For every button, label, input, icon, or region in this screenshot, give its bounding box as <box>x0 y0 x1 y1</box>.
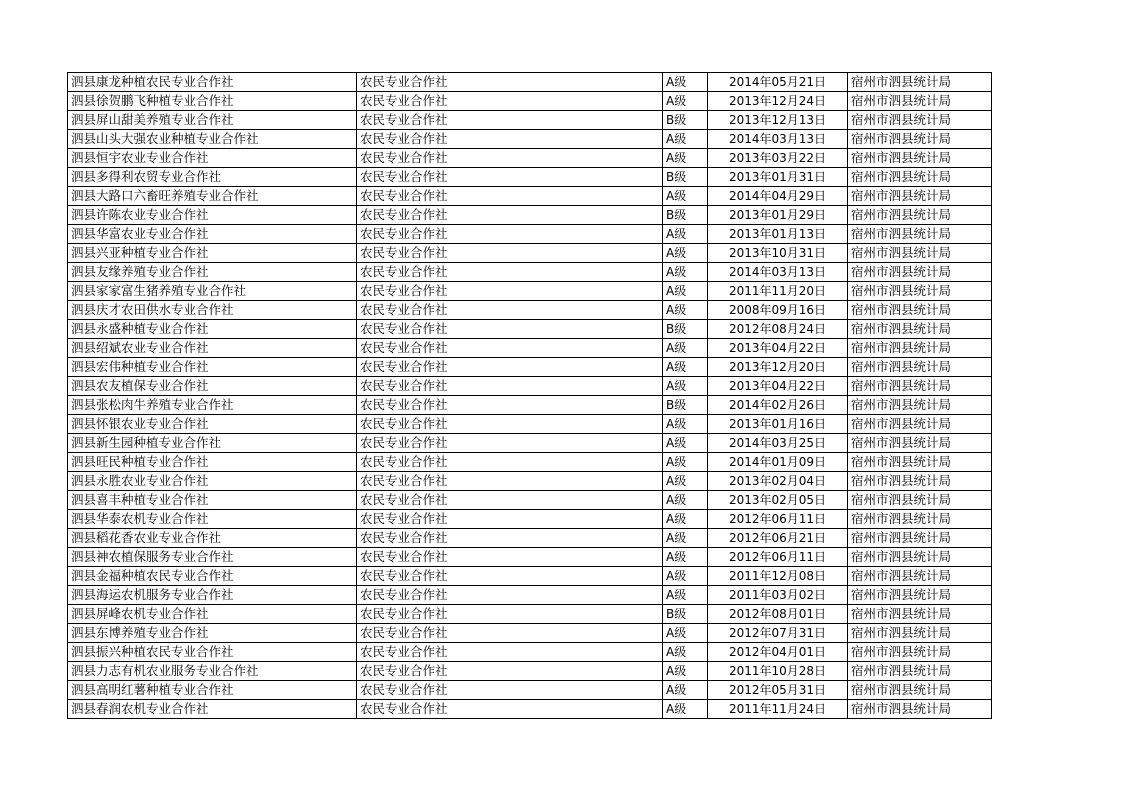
table-row <box>68 244 992 263</box>
table-row <box>68 700 992 719</box>
table-row <box>68 529 992 548</box>
issuing-authority-cell: 宿州市泗县统计局 <box>848 510 992 529</box>
credit-grade-cell: A级 <box>663 263 708 282</box>
organization-type-cell: 农民专业合作社 <box>357 472 663 491</box>
issuing-authority-cell: 宿州市泗县统计局 <box>848 491 992 510</box>
credit-grade-cell: A级 <box>663 244 708 263</box>
cooperative-name-cell: 泗县庆才农田供水专业合作社 <box>68 301 357 320</box>
credit-grade-cell: A级 <box>663 453 708 472</box>
cooperative-name-cell: 泗县屏峰农机专业合作社 <box>68 605 357 624</box>
rating-date-cell: 2014年02月26日 <box>708 396 848 415</box>
organization-type-cell: 农民专业合作社 <box>357 681 663 700</box>
issuing-authority-cell: 宿州市泗县统计局 <box>848 244 992 263</box>
issuing-authority-cell: 宿州市泗县统计局 <box>848 339 992 358</box>
credit-grade-cell: A级 <box>663 491 708 510</box>
issuing-authority-cell: 宿州市泗县统计局 <box>848 168 992 187</box>
issuing-authority-cell: 宿州市泗县统计局 <box>848 130 992 149</box>
organization-type-cell: 农民专业合作社 <box>357 415 663 434</box>
credit-grade-cell: A级 <box>663 149 708 168</box>
issuing-authority-cell: 宿州市泗县统计局 <box>848 453 992 472</box>
issuing-authority-cell: 宿州市泗县统计局 <box>848 605 992 624</box>
organization-type-cell: 农民专业合作社 <box>357 282 663 301</box>
credit-grade-cell: A级 <box>663 282 708 301</box>
organization-type-cell: 农民专业合作社 <box>357 149 663 168</box>
organization-type-cell: 农民专业合作社 <box>357 624 663 643</box>
rating-date-cell: 2013年10月31日 <box>708 244 848 263</box>
cooperative-name-cell: 泗县兴亚种植专业合作社 <box>68 244 357 263</box>
cooperative-name-cell: 泗县怀银农业专业合作社 <box>68 415 357 434</box>
organization-type-cell: 农民专业合作社 <box>357 396 663 415</box>
credit-grade-cell: A级 <box>663 529 708 548</box>
cooperative-name-cell: 泗县多得利农贸专业合作社 <box>68 168 357 187</box>
organization-type-cell: 农民专业合作社 <box>357 700 663 719</box>
rating-date-cell: 2012年07月31日 <box>708 624 848 643</box>
cooperative-name-cell: 泗县山头大强农业种植专业合作社 <box>68 130 357 149</box>
issuing-authority-cell: 宿州市泗县统计局 <box>848 358 992 377</box>
rating-date-cell: 2014年03月25日 <box>708 434 848 453</box>
cooperative-name-cell: 泗县华泰农机专业合作社 <box>68 510 357 529</box>
rating-date-cell: 2012年06月11日 <box>708 510 848 529</box>
credit-grade-cell: A级 <box>663 339 708 358</box>
cooperative-name-cell: 泗县振兴种植农民专业合作社 <box>68 643 357 662</box>
credit-grade-cell: A级 <box>663 415 708 434</box>
cooperative-name-cell: 泗县宏伟种植专业合作社 <box>68 358 357 377</box>
table-row <box>68 149 992 168</box>
credit-grade-cell: A级 <box>663 662 708 681</box>
table-row <box>68 681 992 700</box>
cooperative-name-cell: 泗县张松肉牛养殖专业合作社 <box>68 396 357 415</box>
table-row <box>68 263 992 282</box>
cooperative-name-cell: 泗县屏山甜美养殖专业合作社 <box>68 111 357 130</box>
rating-date-cell: 2012年06月11日 <box>708 548 848 567</box>
cooperative-name-cell: 泗县旺民种植专业合作社 <box>68 453 357 472</box>
credit-grade-cell: A级 <box>663 567 708 586</box>
issuing-authority-cell: 宿州市泗县统计局 <box>848 643 992 662</box>
table-row <box>68 396 992 415</box>
organization-type-cell: 农民专业合作社 <box>357 358 663 377</box>
rating-date-cell: 2011年12月08日 <box>708 567 848 586</box>
issuing-authority-cell: 宿州市泗县统计局 <box>848 586 992 605</box>
credit-grade-cell: A级 <box>663 643 708 662</box>
organization-type-cell: 农民专业合作社 <box>357 187 663 206</box>
cooperative-name-cell: 泗县家家富生猪养殖专业合作社 <box>68 282 357 301</box>
table-row <box>68 567 992 586</box>
cooperative-name-cell: 泗县金福种植农民专业合作社 <box>68 567 357 586</box>
rating-date-cell: 2013年12月20日 <box>708 358 848 377</box>
credit-grade-cell: A级 <box>663 681 708 700</box>
table-row <box>68 586 992 605</box>
rating-date-cell: 2012年04月01日 <box>708 643 848 662</box>
rating-date-cell: 2013年12月13日 <box>708 111 848 130</box>
table-row <box>68 358 992 377</box>
cooperative-name-cell: 泗县友缘养殖专业合作社 <box>68 263 357 282</box>
table-row <box>68 339 992 358</box>
table-row <box>68 111 992 130</box>
table-row <box>68 377 992 396</box>
organization-type-cell: 农民专业合作社 <box>357 92 663 111</box>
credit-grade-cell: A级 <box>663 434 708 453</box>
rating-date-cell: 2013年03月22日 <box>708 149 848 168</box>
issuing-authority-cell: 宿州市泗县统计局 <box>848 282 992 301</box>
table-row <box>68 548 992 567</box>
rating-date-cell: 2014年03月13日 <box>708 130 848 149</box>
rating-date-cell: 2013年04月22日 <box>708 339 848 358</box>
organization-type-cell: 农民专业合作社 <box>357 434 663 453</box>
table-row <box>68 605 992 624</box>
organization-type-cell: 农民专业合作社 <box>357 225 663 244</box>
organization-type-cell: 农民专业合作社 <box>357 529 663 548</box>
credit-grade-cell: B级 <box>663 111 708 130</box>
issuing-authority-cell: 宿州市泗县统计局 <box>848 529 992 548</box>
organization-type-cell: 农民专业合作社 <box>357 111 663 130</box>
issuing-authority-cell: 宿州市泗县统计局 <box>848 111 992 130</box>
table-row <box>68 282 992 301</box>
rating-date-cell: 2013年02月05日 <box>708 491 848 510</box>
table-row <box>68 206 992 225</box>
rating-date-cell: 2013年01月13日 <box>708 225 848 244</box>
organization-type-cell: 农民专业合作社 <box>357 586 663 605</box>
table-row <box>68 472 992 491</box>
organization-type-cell: 农民专业合作社 <box>357 567 663 586</box>
cooperative-name-cell: 泗县农友植保专业合作社 <box>68 377 357 396</box>
table-row <box>68 624 992 643</box>
issuing-authority-cell: 宿州市泗县统计局 <box>848 225 992 244</box>
credit-grade-cell: A级 <box>663 301 708 320</box>
table-row <box>68 225 992 244</box>
table-row <box>68 73 992 92</box>
organization-type-cell: 农民专业合作社 <box>357 301 663 320</box>
cooperative-name-cell: 泗县徐贺鹏飞种植专业合作社 <box>68 92 357 111</box>
rating-date-cell: 2011年03月02日 <box>708 586 848 605</box>
table-row <box>68 168 992 187</box>
rating-date-cell: 2013年04月22日 <box>708 377 848 396</box>
issuing-authority-cell: 宿州市泗县统计局 <box>848 320 992 339</box>
rating-date-cell: 2012年05月31日 <box>708 681 848 700</box>
rating-date-cell: 2013年02月04日 <box>708 472 848 491</box>
organization-type-cell: 农民专业合作社 <box>357 73 663 92</box>
rating-date-cell: 2013年01月16日 <box>708 415 848 434</box>
rating-date-cell: 2011年10月28日 <box>708 662 848 681</box>
organization-type-cell: 农民专业合作社 <box>357 244 663 263</box>
issuing-authority-cell: 宿州市泗县统计局 <box>848 567 992 586</box>
table-row <box>68 491 992 510</box>
credit-grade-cell: B级 <box>663 396 708 415</box>
credit-grade-cell: A级 <box>663 130 708 149</box>
cooperative-name-cell: 泗县高明红薯种植专业合作社 <box>68 681 357 700</box>
organization-type-cell: 农民专业合作社 <box>357 320 663 339</box>
credit-grade-cell: A级 <box>663 510 708 529</box>
organization-type-cell: 农民专业合作社 <box>357 643 663 662</box>
cooperative-name-cell: 泗县许陈农业专业合作社 <box>68 206 357 225</box>
issuing-authority-cell: 宿州市泗县统计局 <box>848 377 992 396</box>
cooperative-name-cell: 泗县永胜农业专业合作社 <box>68 472 357 491</box>
issuing-authority-cell: 宿州市泗县统计局 <box>848 92 992 111</box>
issuing-authority-cell: 宿州市泗县统计局 <box>848 187 992 206</box>
credit-grade-cell: A级 <box>663 73 708 92</box>
organization-type-cell: 农民专业合作社 <box>357 130 663 149</box>
table-row <box>68 320 992 339</box>
rating-date-cell: 2014年03月13日 <box>708 263 848 282</box>
table-row <box>68 301 992 320</box>
issuing-authority-cell: 宿州市泗县统计局 <box>848 73 992 92</box>
cooperative-name-cell: 泗县神农植保服务专业合作社 <box>68 548 357 567</box>
issuing-authority-cell: 宿州市泗县统计局 <box>848 206 992 225</box>
rating-date-cell: 2013年12月24日 <box>708 92 848 111</box>
cooperative-name-cell: 泗县力志有机农业服务专业合作社 <box>68 662 357 681</box>
table-row <box>68 92 992 111</box>
issuing-authority-cell: 宿州市泗县统计局 <box>848 681 992 700</box>
cooperative-name-cell: 泗县稻花香农业专业合作社 <box>68 529 357 548</box>
cooperative-name-cell: 泗县永盛种植专业合作社 <box>68 320 357 339</box>
organization-type-cell: 农民专业合作社 <box>357 453 663 472</box>
rating-date-cell: 2014年05月21日 <box>708 73 848 92</box>
issuing-authority-cell: 宿州市泗县统计局 <box>848 624 992 643</box>
table-row <box>68 130 992 149</box>
table-row <box>68 434 992 453</box>
credit-grade-cell: A级 <box>663 624 708 643</box>
issuing-authority-cell: 宿州市泗县统计局 <box>848 662 992 681</box>
credit-grade-cell: A级 <box>663 225 708 244</box>
credit-grade-cell: A级 <box>663 472 708 491</box>
credit-grade-cell: B级 <box>663 320 708 339</box>
credit-grade-cell: B级 <box>663 168 708 187</box>
organization-type-cell: 农民专业合作社 <box>357 548 663 567</box>
table-row <box>68 187 992 206</box>
rating-date-cell: 2012年06月21日 <box>708 529 848 548</box>
rating-date-cell: 2014年04月29日 <box>708 187 848 206</box>
cooperative-name-cell: 泗县绍斌农业专业合作社 <box>68 339 357 358</box>
rating-date-cell: 2012年08月24日 <box>708 320 848 339</box>
credit-grade-cell: B级 <box>663 206 708 225</box>
cooperative-name-cell: 泗县大路口六畜旺养殖专业合作社 <box>68 187 357 206</box>
credit-grade-cell: A级 <box>663 92 708 111</box>
credit-grade-cell: B级 <box>663 605 708 624</box>
issuing-authority-cell: 宿州市泗县统计局 <box>848 301 992 320</box>
issuing-authority-cell: 宿州市泗县统计局 <box>848 263 992 282</box>
cooperative-name-cell: 泗县春润农机专业合作社 <box>68 700 357 719</box>
rating-date-cell: 2013年01月29日 <box>708 206 848 225</box>
issuing-authority-cell: 宿州市泗县统计局 <box>848 415 992 434</box>
cooperative-name-cell: 泗县康龙种植农民专业合作社 <box>68 73 357 92</box>
issuing-authority-cell: 宿州市泗县统计局 <box>848 472 992 491</box>
credit-grade-cell: A级 <box>663 187 708 206</box>
credit-grade-cell: A级 <box>663 586 708 605</box>
issuing-authority-cell: 宿州市泗县统计局 <box>848 434 992 453</box>
organization-type-cell: 农民专业合作社 <box>357 662 663 681</box>
cooperative-name-cell: 泗县海运农机服务专业合作社 <box>68 586 357 605</box>
cooperative-name-cell: 泗县喜丰种植专业合作社 <box>68 491 357 510</box>
organization-type-cell: 农民专业合作社 <box>357 377 663 396</box>
credit-grade-cell: A级 <box>663 358 708 377</box>
rating-date-cell: 2013年01月31日 <box>708 168 848 187</box>
credit-grade-cell: A级 <box>663 548 708 567</box>
table-row <box>68 415 992 434</box>
issuing-authority-cell: 宿州市泗县统计局 <box>848 396 992 415</box>
cooperative-name-cell: 泗县新生园种植专业合作社 <box>68 434 357 453</box>
table-row <box>68 453 992 472</box>
cooperative-name-cell: 泗县恒宇农业专业合作社 <box>68 149 357 168</box>
rating-date-cell: 2008年09月16日 <box>708 301 848 320</box>
cooperative-rating-table <box>67 72 992 719</box>
table-row <box>68 643 992 662</box>
cooperative-name-cell: 泗县华富农业专业合作社 <box>68 225 357 244</box>
issuing-authority-cell: 宿州市泗县统计局 <box>848 548 992 567</box>
table-row <box>68 662 992 681</box>
rating-date-cell: 2014年01月09日 <box>708 453 848 472</box>
organization-type-cell: 农民专业合作社 <box>357 263 663 282</box>
rating-date-cell: 2011年11月24日 <box>708 700 848 719</box>
rating-date-cell: 2011年11月20日 <box>708 282 848 301</box>
organization-type-cell: 农民专业合作社 <box>357 339 663 358</box>
issuing-authority-cell: 宿州市泗县统计局 <box>848 700 992 719</box>
organization-type-cell: 农民专业合作社 <box>357 491 663 510</box>
organization-type-cell: 农民专业合作社 <box>357 206 663 225</box>
organization-type-cell: 农民专业合作社 <box>357 510 663 529</box>
organization-type-cell: 农民专业合作社 <box>357 168 663 187</box>
credit-grade-cell: A级 <box>663 700 708 719</box>
issuing-authority-cell: 宿州市泗县统计局 <box>848 149 992 168</box>
credit-grade-cell: A级 <box>663 377 708 396</box>
table-body <box>68 73 992 719</box>
table-row <box>68 510 992 529</box>
cooperative-name-cell: 泗县东博养殖专业合作社 <box>68 624 357 643</box>
organization-type-cell: 农民专业合作社 <box>357 605 663 624</box>
rating-date-cell: 2012年08月01日 <box>708 605 848 624</box>
